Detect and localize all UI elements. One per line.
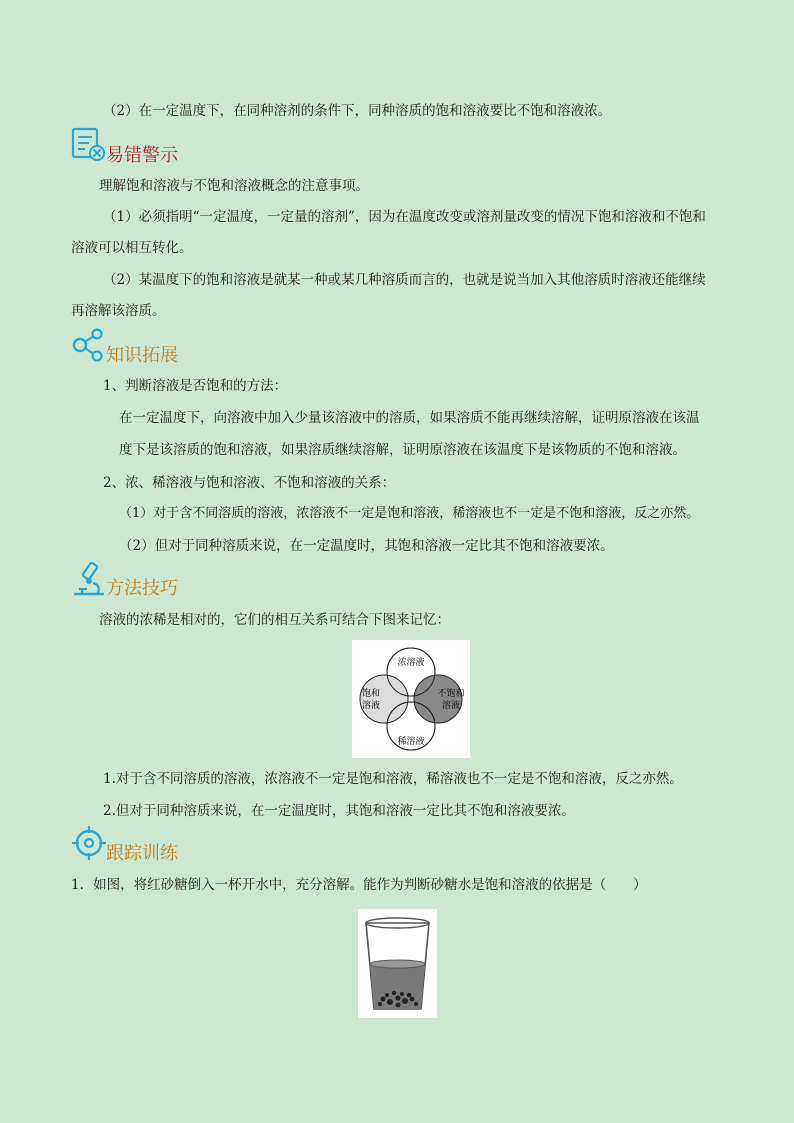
label-saturated-1: 饱和 — [361, 689, 381, 699]
knowledge-item1-line2: 度下是该溶质的饱和溶液，如果溶质继续溶解，证明原溶液在该温度下是该物质的不饱和溶液。 — [119, 442, 686, 458]
circle-saturated — [360, 675, 408, 723]
sugar-water-cup-figure — [358, 909, 437, 1018]
solution-relation-diagram — [352, 640, 470, 758]
target-icon — [71, 825, 107, 861]
errors-intro: 理解饱和溶液与不饱和溶液概念的注意事项。 — [99, 178, 369, 194]
share-nodes-icon — [71, 327, 107, 363]
label-saturated-2: 溶液 — [361, 701, 381, 711]
practice-question-1: 1．如图，将红砂糖倒入一杯开水中，充分溶解。能作为判断砂糖水是饱和溶液的依据是（ ） — [71, 877, 647, 893]
methods-point2: 2.但对于同种溶质来说，在一定温度时，其饱和溶液一定比其不饱和溶液要浓。 — [103, 803, 575, 819]
circle-unsaturated — [414, 675, 465, 723]
errors-p1-line1: （1）必须指明“一定温度，一定量的溶剂”，因为在温度改变或溶剂量改变的情况下饱和溶液和不饱和 — [103, 209, 706, 225]
errors-p2-line2: 再溶解该溶质。 — [71, 303, 166, 319]
methods-point1: 1.对于含不同溶质的溶液，浓溶液不一定是饱和溶液，稀溶液也不一定是不饱和溶液，反之亦然。 — [103, 771, 683, 787]
label-unsaturated-2: 溶液 — [441, 701, 461, 711]
methods-intro: 溶液的浓稀是相对的，它们的相互关系可结合下图来记忆： — [99, 612, 450, 628]
section-title-practice: 跟踪训练 — [106, 843, 178, 864]
document-warning-icon — [71, 127, 107, 163]
errors-p1-line2: 溶液可以相互转化。 — [71, 240, 193, 256]
label-unsaturated-1: 不饱和 — [437, 689, 465, 699]
microscope-icon — [71, 561, 107, 597]
errors-p2-line1: （2）某温度下的饱和溶液是就某一种或某几种溶质而言的，也就是说当加入其他溶质时溶液还能继续 — [103, 272, 706, 288]
label-dilute: 稀溶液 — [397, 737, 425, 747]
knowledge-item2-sub2: （2）但对于同种溶质来说，在一定温度时，其饱和溶液一定比其不饱和溶液要浓。 — [119, 538, 614, 554]
diagram-circles — [352, 640, 470, 758]
label-concentrated: 浓溶液 — [397, 658, 425, 668]
knowledge-item1-title: 1、判断溶液是否饱和的方法： — [103, 378, 288, 394]
knowledge-item2-sub1: （1）对于含不同溶质的溶液，浓溶液不一定是饱和溶液，稀溶液也不一定是不饱和溶液，反之亦然。 — [119, 506, 700, 521]
cup-drawing — [358, 909, 437, 1018]
section-title-methods: 方法技巧 — [106, 578, 178, 599]
section-title-errors: 易错警示 — [106, 145, 178, 166]
knowledge-item2-title: 2、浓、稀溶液与饱和溶液、不饱和溶液的关系： — [103, 475, 396, 491]
section-title-knowledge: 知识拓展 — [106, 345, 178, 366]
knowledge-item1-line1: 在一定温度下，向溶液中加入少量该溶液中的溶质，如果溶质不能再继续溶解，证明原溶液在该温 — [119, 410, 700, 426]
intro-line: （2）在一定温度下，在同种溶剂的条件下，同种溶质的饱和溶液要比不饱和溶液浓。 — [103, 103, 612, 119]
